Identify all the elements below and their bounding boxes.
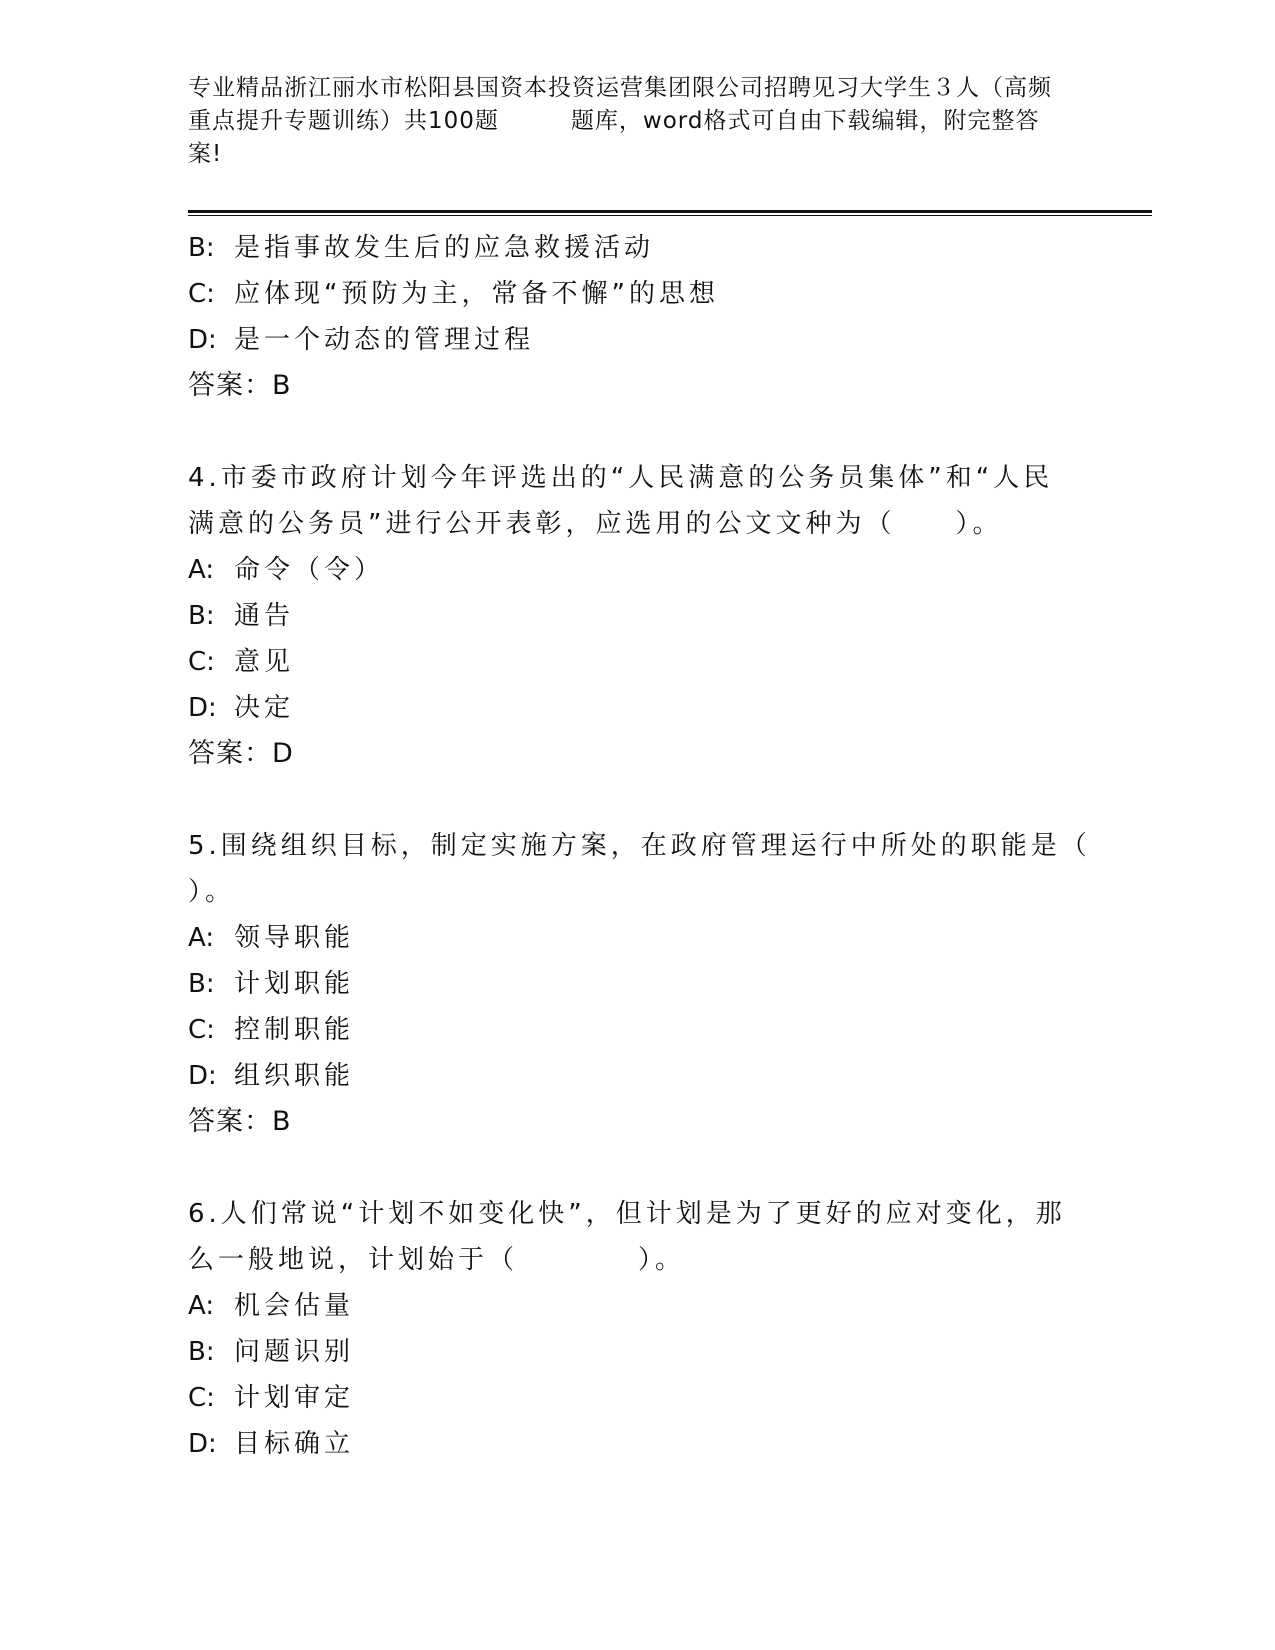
option-label: D: — [188, 1429, 217, 1459]
answer-line: 答案：D — [188, 738, 294, 769]
option-label: A: — [188, 923, 215, 953]
option-text: 问题识别 — [234, 1337, 355, 1367]
option-row — [188, 1007, 1088, 1053]
question-5 — [188, 823, 1091, 1145]
option-label: A: — [188, 1291, 215, 1321]
option-label: D: — [188, 325, 217, 355]
question-spacer — [188, 777, 1088, 823]
document-header — [188, 72, 1088, 171]
question-content — [188, 225, 1091, 1467]
option-row — [188, 961, 1088, 1007]
option-text: 意见 — [234, 647, 295, 677]
option-row — [188, 1283, 1088, 1329]
question-6 — [188, 1191, 1088, 1467]
option-label: C: — [188, 279, 215, 309]
option-text: 通告 — [234, 601, 295, 631]
option-label: C: — [188, 1383, 215, 1413]
option-label: C: — [188, 1015, 215, 1045]
option-row — [188, 317, 1088, 363]
header-divider-thin — [188, 215, 1152, 216]
option-text: 组织职能 — [234, 1061, 355, 1091]
option-text: 是指事故发生后的应急救援活动 — [234, 233, 655, 263]
option-label: D: — [188, 693, 217, 723]
option-row — [188, 1053, 1088, 1099]
header-divider-thick — [188, 210, 1152, 213]
header-line-2a: 重点提升专题训练）共100题 — [188, 108, 499, 134]
header-line-1: 专业精品浙江丽水市松阳县国资本投资运营集团限公司招聘见习大学生３人（高频 — [188, 75, 1052, 101]
option-label: B: — [188, 601, 215, 631]
question-text-line: 么一般地说，计划始于（ ）。 — [188, 1245, 686, 1275]
option-row — [188, 915, 1088, 961]
question-text-line: ）。 — [188, 877, 236, 907]
answer-line: 答案：B — [188, 1106, 292, 1137]
option-row — [188, 1375, 1088, 1421]
header-line-2b: 题库，word格式可自由下载编辑，附完整答 — [570, 108, 1040, 134]
option-text: 领导职能 — [234, 923, 355, 953]
option-row — [188, 685, 1088, 731]
option-row — [188, 271, 1088, 317]
option-text: 机会估量 — [234, 1291, 355, 1321]
question-4 — [188, 455, 1088, 777]
answer-line: 答案：B — [188, 370, 292, 401]
question-spacer — [188, 1145, 1088, 1191]
option-label: B: — [188, 969, 215, 999]
option-text: 目标确立 — [234, 1429, 355, 1459]
option-row — [188, 1421, 1088, 1467]
option-text: 是一个动态的管理过程 — [234, 325, 535, 355]
option-row — [188, 593, 1088, 639]
question-text-line: 满意的公务员”进行公开表彰，应选用的公文文种为（ ）。 — [188, 509, 1003, 539]
option-text: 命令（令） — [234, 555, 385, 585]
question-spacer — [188, 409, 1088, 455]
question-text-line: 5.围绕组织目标，制定实施方案，在政府管理运行中所处的职能是（ — [188, 831, 1091, 861]
option-row — [188, 225, 1088, 271]
option-text: 决定 — [234, 693, 295, 723]
header-line-3: 案! — [188, 141, 223, 167]
option-row — [188, 547, 1088, 593]
option-text: 计划职能 — [234, 969, 355, 999]
option-text: 计划审定 — [234, 1383, 355, 1413]
option-label: B: — [188, 1337, 215, 1367]
option-row — [188, 1329, 1088, 1375]
option-text: 控制职能 — [234, 1015, 355, 1045]
question-3 — [188, 225, 1088, 409]
question-text-line: 4.市委市政府计划今年评选出的“人民满意的公务员集体”和“人民 — [188, 463, 1054, 493]
option-label: C: — [188, 647, 215, 677]
option-label: B: — [188, 233, 215, 263]
option-label: D: — [188, 1061, 217, 1091]
option-row — [188, 639, 1088, 685]
question-text-line: 6.人们常说“计划不如变化快”，但计划是为了更好的应对变化，那 — [188, 1199, 1066, 1229]
option-label: A: — [188, 555, 215, 585]
option-text: 应体现“预防为主，常备不懈”的思想 — [234, 279, 719, 309]
header-line-2 — [188, 105, 1088, 138]
